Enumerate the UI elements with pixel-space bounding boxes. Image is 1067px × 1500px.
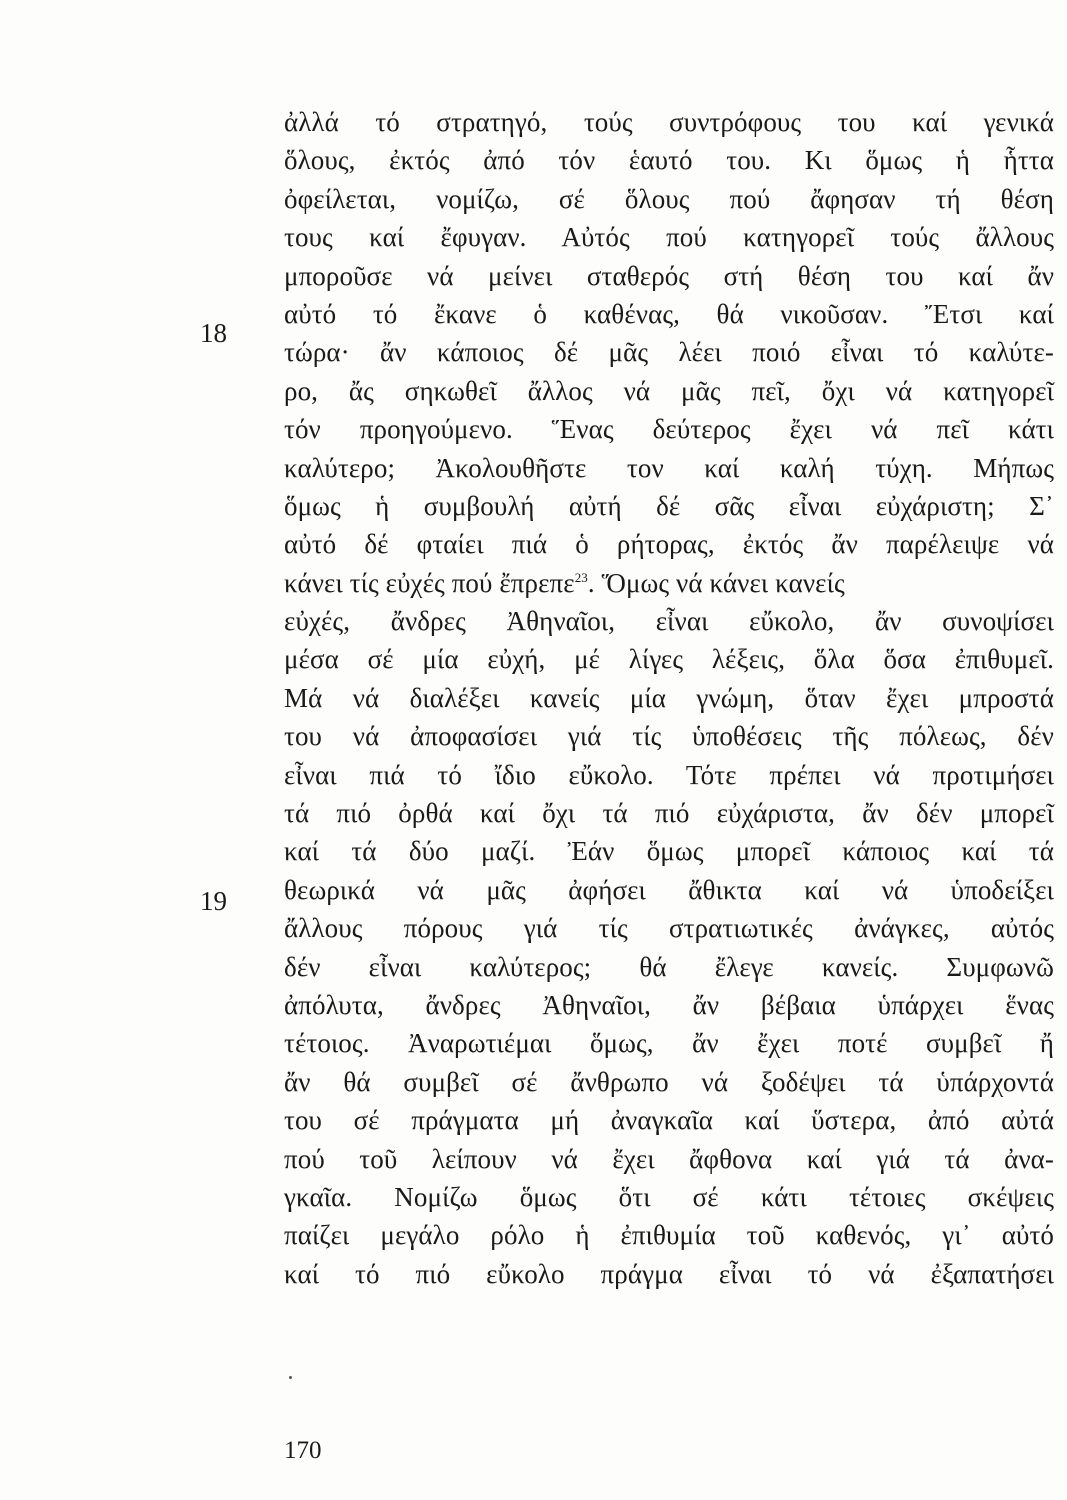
text-line: τέτοιος. Ἀναρωτιέμαι ὅμως, ἄν ἔχει ποτέ συμβεῖ ἤ [284,1028,1054,1059]
text-line: ρο, ἄς σηκωθεῖ ἄλλος νά μᾶς πεῖ, ὄχι νά κατηγορεῖ [284,375,1054,406]
text-line: τώρα· ἄν κάποιος δέ μᾶς λέει ποιό εἶναι τό καλύτε- [284,337,1054,368]
text-line: καί τό πιό εὔκολο πράγμα εἶναι τό νά ἐξαπατήσει [284,1258,1054,1289]
text-line: ἀλλά τό στρατηγό, τούς συντρόφους του καί γενικά [284,107,1054,137]
text-line: γκαῖα. Νομίζω ὅμως ὅτι σέ κάτι τέτοιες σκέψεις [284,1181,1054,1212]
text-line: ὅμως ἡ συμβουλή αὐτή δέ σᾶς εἶναι εὐχάριστη; Σ᾽ [284,490,1054,521]
section-number-18: 18 [200,318,227,348]
text-line: του σέ πράγματα μή ἀναγκαῖα καί ὕστερα, ἀπό αὐτά [284,1105,1054,1136]
text-line: μέσα σέ μία εὐχή, μέ λίγες λέξεις, ὅλα ὅσα ἐπιθυμεῖ. [284,644,1054,675]
section-number-19: 19 [200,886,227,916]
text-line: παίζει μεγάλο ρόλο ἡ ἐπιθυμία τοῦ καθενός, γι᾽ αὐτό [284,1220,1054,1251]
text-segment: κάνει τίς εὐχές πού ἔπρεπε [284,567,575,598]
text-line: μποροῦσε νά μείνει σταθερός στή θέση του καί ἄν [284,260,1054,291]
text-line: τόν προηγούμενο. Ἕνας δεύτερος ἔχει νά πεῖ κάτι [284,414,1054,445]
text-line: καλύτερο; Ἀκολουθῆστε τον καί καλή τύχη. Μήπως [284,452,1054,483]
text-line: Μά νά διαλέξει κανείς μία γνώμη, ὅταν ἔχει μπροστά [284,682,1054,713]
text-line: ὅλους, ἐκτός ἀπό τόν ἑαυτό του. Κι ὅμως ἡ ἧττα [284,145,1054,176]
text-line: αὐτό δέ φταίει πιά ὁ ρήτορας, ἐκτός ἄν παρέλειψε νά [284,529,1054,560]
footnote-reference: 23 [574,569,588,585]
text-line: του νά ἀποφασίσει γιά τίς ὑποθέσεις τῆς πόλεως, δέν [284,721,1054,752]
text-line: ἄν θά συμβεῖ σέ ἄνθρωπο νά ξοδέψει τά ὑπάρχοντά [284,1066,1054,1097]
text-line: εὐχές, ἄνδρες Ἀθηναῖοι, εἶναι εὔκολο, ἄν συνοψίσει [284,606,1054,637]
text-line: ἄλλους πόρους γιά τίς στρατιωτικές ἀνάγκες, αὐτός [284,913,1054,944]
text-line: καί τά δύο μαζί. Ἐάν ὅμως μπορεῖ κάποιος καί τά [284,836,1054,867]
text-line: θεωρικά νά μᾶς ἀφήσει ἄθικτα καί νά ὑποδείξει [284,874,1054,905]
text-line: πού τοῦ λείπουν νά ἔχει ἄφθονα καί γιά τά ἀνα- [284,1143,1054,1174]
print-speck [289,1376,292,1379]
text-line: ὀφείλεται, νομίζω, σέ ὅλους πού ἄφησαν τή θέση [284,183,1054,214]
page-number: 170 [284,1437,322,1464]
text-line: εἶναι πιά τό ἴδιο εὔκολο. Τότε πρέπει νά προτιμήσει [284,759,1054,790]
text-line-with-footnote [284,564,1054,602]
text-line: αὐτό τό ἔκανε ὁ καθένας, θά νικοῦσαν. Ἔτσι καί [284,298,1054,329]
body-text [284,103,1054,1293]
text-line: ἀπόλυτα, ἄνδρες Ἀθηναῖοι, ἄν βέβαια ὑπάρχει ἕνας [284,989,1054,1020]
text-segment: . Ὅμως νά κάνει κανείς [587,567,845,598]
text-line: τους καί ἔφυγαν. Αὐτός πού κατηγορεῖ τούς ἄλλους [284,222,1054,253]
text-line: τά πιό ὀρθά καί ὄχι τά πιό εὐχάριστα, ἄν δέν μπορεῖ [284,798,1054,829]
text-line: δέν εἶναι καλύτερος; θά ἔλεγε κανείς. Συμφωνῶ [284,951,1054,982]
